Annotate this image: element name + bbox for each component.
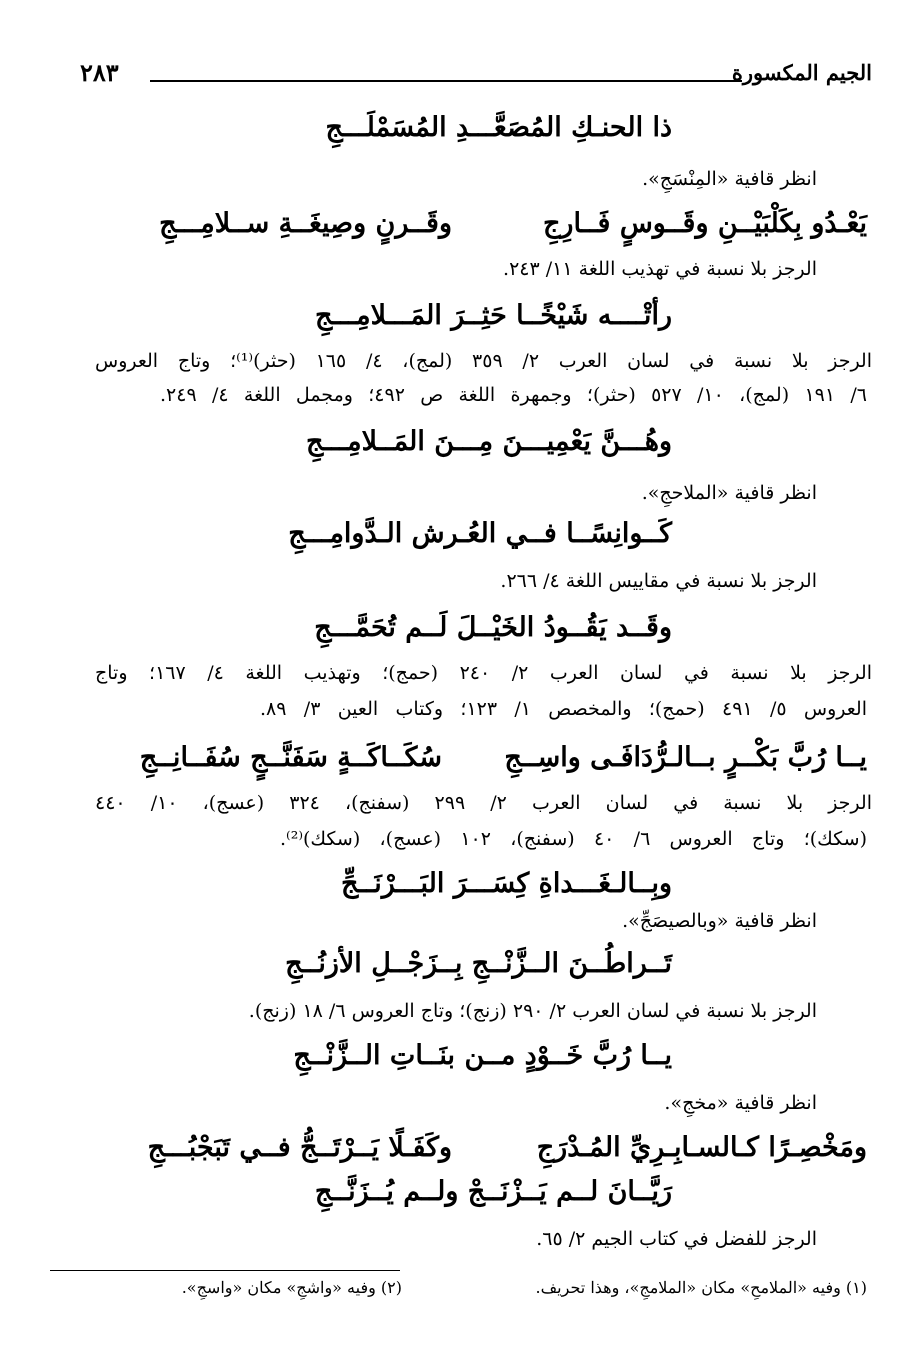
source-note: الرجز بلا نسبة في لسان العرب ٢/ ٢٤٠ (حمج)؛ وتهذيب اللغة ٤/ ١٦٧؛ وتاج [95, 662, 872, 684]
source-note: العروس ٥/ ٤٩١ (حمج)؛ والمخصص ١/ ١٢٣؛ وكتاب العين ٣/ ٨٩. [260, 698, 867, 720]
footnote-1: (١) وفيه «الملامحِ» مكان «الملامجِ»، وهذا تحريف. [535, 1278, 867, 1297]
reference-line: انظر قافية «الملاحجِ». [641, 482, 817, 504]
verse-hemistich-second: سُكَــاكَــةٍ سَفَنَّــجٍ سُفَــانِــجِ [139, 742, 442, 773]
verse-hemistich-first: يــا رُبَّ بَكْــرٍ بــالـرُّدَافَـى واسِــجِ [504, 742, 867, 773]
source-note: الرجز بلا نسبة في تهذيب اللغة ١١/ ٢٤٣. [503, 258, 817, 280]
footnote-rule [50, 1270, 400, 1271]
chapter-title: الجيم المكسورة [731, 60, 872, 85]
verse-hemistich-first: يَعْـدُو بِكَلْبَيْــنِ وقَــوسٍ فَــارِجِ [543, 208, 867, 239]
verse-hemistich-first: ومَخْصِـرًا كـالسـابِـرِيِّ المُـدْرَجِ [536, 1132, 867, 1163]
verse-hemistich-second: وكَفَـلًا يَــرْتَــجُّ فــي تَبَجْبُـــجِ [147, 1132, 452, 1163]
page-header [80, 58, 872, 98]
verse-line: رَيَّــانَ لــم يَــزْنَــجْ ولــم يُــزَنَّــجِ [314, 1176, 672, 1207]
reference-line: انظر قافية «وبالصيصَجِّ». [622, 910, 817, 932]
source-note: الرجز بلا نسبة في مقاييس اللغة ٤/ ٢٦٦. [500, 570, 817, 592]
verse-line: كَــوانِسًــا فــي العُـرش الـدَّوامِـــجِ [288, 518, 672, 549]
verse-line: ذا الحنـكِ المُصَعَّـــدِ المُسَمْلَـــجِ [325, 112, 672, 143]
reference-line: انظر قافية «المِنْسَجِ». [642, 168, 817, 190]
verse-hemistich-second: وقَــرنٍ وصِيغَــةِ ســلامِـــجِ [159, 208, 452, 239]
source-note: الرجز بلا نسبة في لسان العرب ٢/ ٢٩٠ (زنج)؛ وتاج العروس ٦/ ١٨ (زنج). [248, 1000, 817, 1022]
footnote-2: (٢) وفيه «واشجِ» مكان «واسجِ». [181, 1278, 402, 1297]
source-note: (سكك)؛ وتاج العروس ٦/ ٤٠ (سفنج)، ١٠٢ (عسج)، (سكك)⁽²⁾. [280, 828, 867, 850]
header-rule [150, 80, 742, 82]
verse-line: تَــراطُــنَ الــزَّنْــجِ بِــزَجْــلِ الأزنُــجِ [285, 948, 672, 979]
reference-line: انظر قافية «مخجِ». [664, 1092, 817, 1114]
verse-line: وهُـــنَّ يَعْمِيـــنَ مِـــنَ المَــلامِـــجِ [306, 426, 672, 457]
source-note: الرجز بلا نسبة في لسان العرب ٢/ ٢٩٩ (سفنج)، ٣٢٤ (عسج)، ١٠/ ٤٤٠ [95, 792, 872, 814]
verse-line: وبِــالـغَـــداةِ كِسَـــرَ البَـــرْنَــجِّ [341, 868, 672, 899]
source-note: الرجز للفضل في كتاب الجيم ٢/ ٦٥. [536, 1228, 817, 1250]
verse-line: وقَــد يَقُــودُ الخَيْــلَ لَــم تُحَمَّـــجِ [314, 612, 672, 643]
verse-line: يــا رُبَّ خَــوْدٍ مــن بنَــاتِ الــزَّنْــجِ [293, 1040, 672, 1071]
source-note: ٦/ ١٩١ (لمج)، ١٠/ ٥٢٧ (حثر)؛ وجمهرة اللغة ص ٤٩٢؛ ومجمل اللغة ٤/ ٢٤٩. [160, 384, 868, 406]
verse-line: رأتْــــه شَيْخًــا حَثِــرَ المَـــلامِـــجِ [315, 300, 672, 331]
source-note: الرجز بلا نسبة في لسان العرب ٢/ ٣٥٩ (لمج)، ٤/ ١٦٥ (حثر)⁽¹⁾؛ وتاج العروس [95, 350, 872, 372]
page-number: ٢٨٣ [80, 58, 119, 87]
